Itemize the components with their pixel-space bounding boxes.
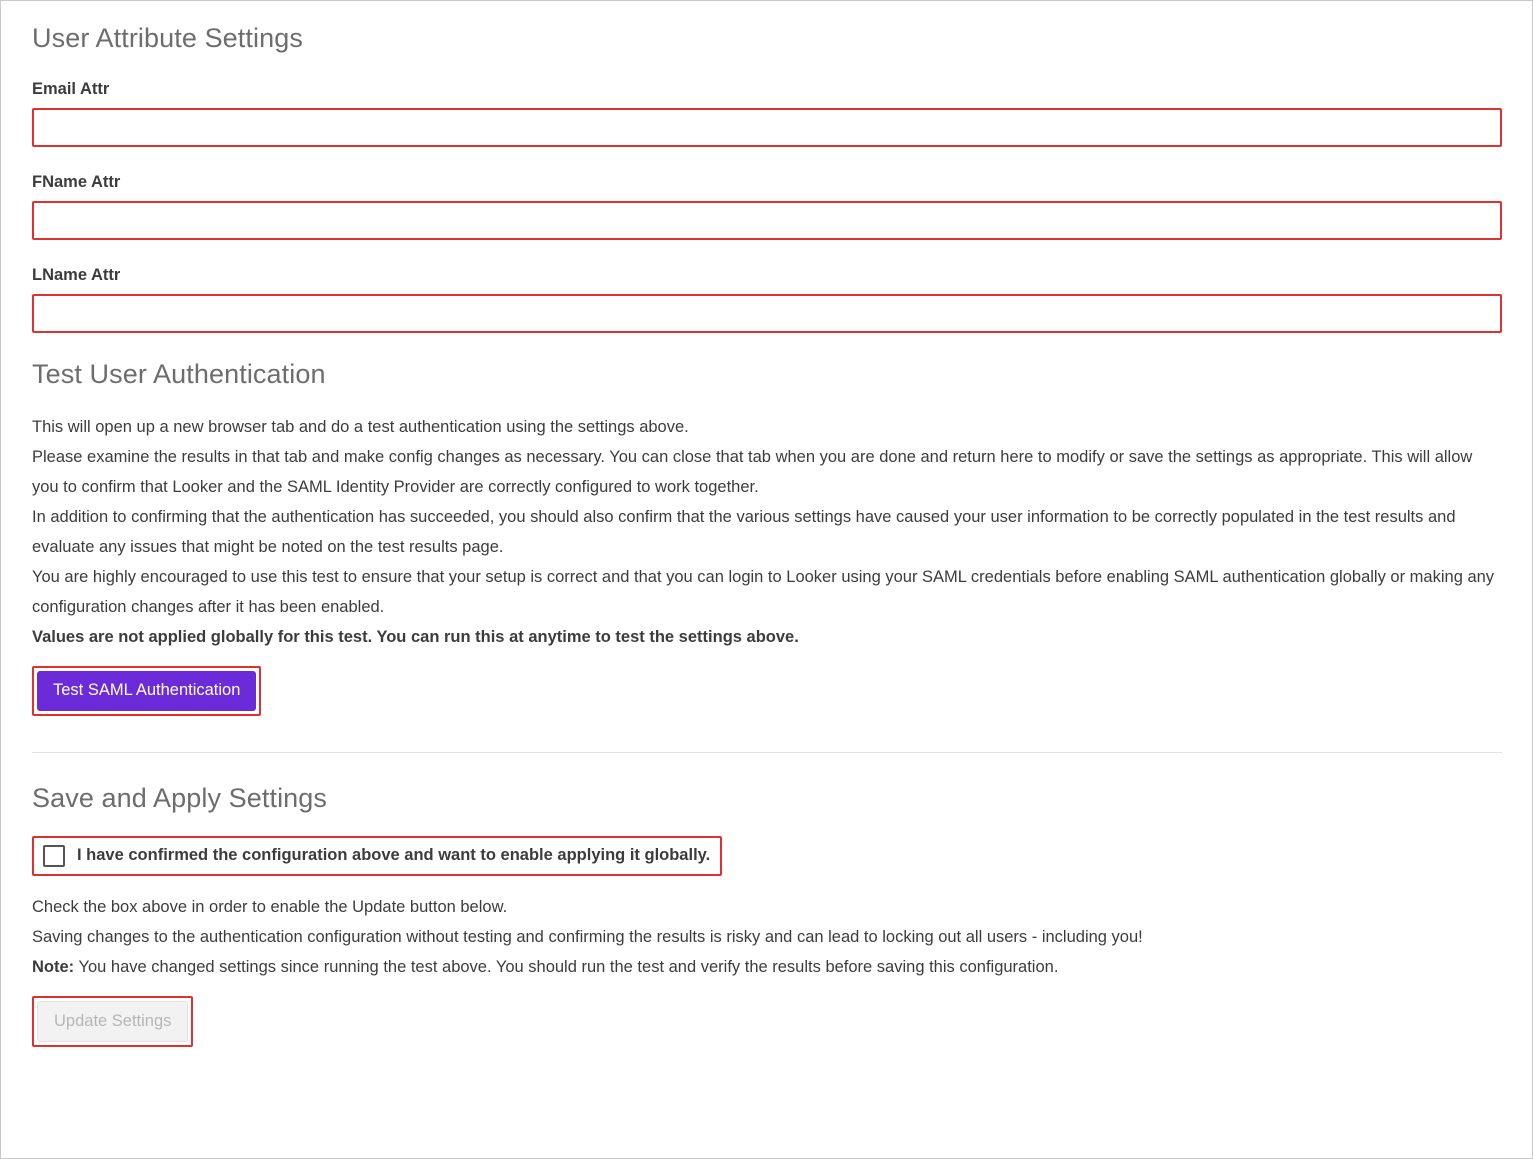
test-saml-button-highlight — [32, 666, 261, 716]
update-settings-button-highlight — [32, 996, 193, 1048]
email-attr-label: Email Attr — [32, 80, 110, 98]
test-auth-paragraph-2: Please examine the results in that tab and make config changes as necessary. You can close that tab when you are done and return here to modify or save the settings as appropriate. This will allow you to confirm that Looker and the SAML Identity Provider are correctly configured to work together. — [32, 448, 1473, 496]
test-auth-paragraph-4: You are highly encouraged to use this test to ensure that your setup is correct and that you can login to Looker using your SAML credentials before enabling SAML authentication globally or making any configuration changes after it has been enabled. — [32, 568, 1495, 616]
lname-attr-field-group — [32, 266, 1502, 333]
page-title: User Attribute Settings — [32, 23, 303, 53]
save-note-line — [32, 952, 1502, 982]
confirm-configuration-label: I have confirmed the configuration above and want to enable applying it globally. — [77, 845, 711, 864]
save-help-line-2: Saving changes to the authentication configuration without testing and confirming the results is risky and can lead to locking out all users - including you! — [32, 927, 1143, 946]
test-auth-paragraph-1: This will open up a new browser tab and do a test authentication using the settings above. — [32, 418, 689, 436]
save-note-text: You have changed settings since running the test above. You should run the test and verify the results before saving this configuration. — [74, 957, 1059, 976]
test-auth-paragraph-3: In addition to confirming that the authentication has succeeded, you should also confirm that the various settings have caused your user information to be correctly populated in the test results and evaluate any issues that might be noted on the test results page. — [32, 508, 1456, 556]
fname-attr-field-group — [32, 173, 1502, 240]
test-auth-emphasis: Values are not applied globally for this test. You can run this at anytime to test the settings above. — [32, 628, 799, 646]
lname-attr-label: LName Attr — [32, 266, 121, 284]
page-content — [1, 1, 1532, 1047]
email-attr-field-group — [32, 80, 1502, 147]
update-settings-button[interactable]: Update Settings — [37, 1001, 188, 1043]
confirm-configuration-row[interactable] — [32, 836, 722, 876]
lname-attr-input[interactable] — [32, 294, 1502, 333]
save-and-apply-settings-title: Save and Apply Settings — [32, 782, 328, 813]
test-user-authentication-title: Test User Authentication — [32, 359, 326, 389]
save-help-line-1: Check the box above in order to enable the Update button below. — [32, 897, 508, 916]
email-attr-input[interactable] — [32, 108, 1502, 147]
save-note-label: Note: — [32, 957, 75, 976]
section-divider — [32, 752, 1502, 753]
confirm-configuration-checkbox[interactable] — [43, 845, 65, 867]
fname-attr-label: FName Attr — [32, 173, 121, 191]
test-saml-authentication-button[interactable]: Test SAML Authentication — [37, 671, 256, 711]
fname-attr-input[interactable] — [32, 201, 1502, 240]
